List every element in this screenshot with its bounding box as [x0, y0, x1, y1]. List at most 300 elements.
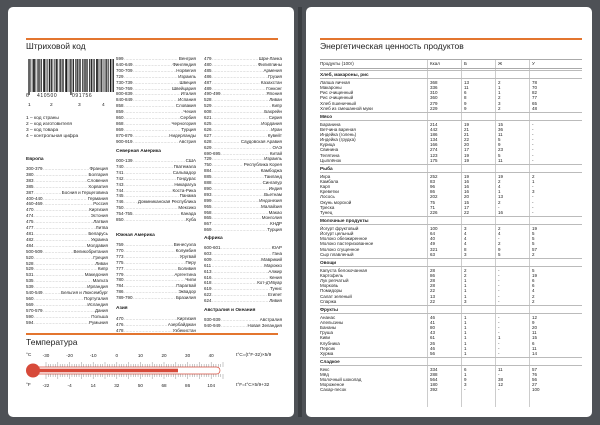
- fahrenheit-value: -22: [42, 383, 50, 388]
- nutrition-value: 11: [532, 345, 537, 351]
- nutrition-value: -: [532, 184, 534, 190]
- nutrition-value: -: [498, 340, 500, 346]
- product-name: Хлеб пшеничный: [320, 100, 357, 106]
- country-name: Киргизия: [177, 316, 196, 321]
- country-code-row: [116, 295, 196, 301]
- nutrition-value: 3: [464, 225, 467, 231]
- nutrition-value: 61: [430, 335, 436, 341]
- barcode-legend-1: 1 – код страны: [26, 116, 59, 121]
- barcode-marker-2: 2: [50, 103, 53, 108]
- country-code: 380: [26, 171, 34, 177]
- country-name: Латвия: [93, 219, 108, 225]
- country-name: Словения: [87, 177, 108, 183]
- nutrition-value: 4: [464, 241, 467, 247]
- country-code: 619: [204, 286, 212, 292]
- country-name: Шри-Ланка: [258, 56, 282, 61]
- country-name: Парагвай: [176, 283, 196, 289]
- nutrition-value: -: [532, 157, 534, 163]
- nutrition-value: -: [498, 278, 500, 284]
- region-oceania-heading: Австралия и Океания: [204, 308, 256, 313]
- country-codes-asia-cont: [204, 56, 282, 233]
- nutrition-value: -: [498, 319, 500, 325]
- country-name: ЮАР: [271, 245, 282, 250]
- country-name: Республика Корея: [243, 162, 282, 168]
- country-name: Австралия: [259, 317, 282, 322]
- country-code: 535: [26, 278, 34, 284]
- nutrition-value: 9: [464, 100, 467, 106]
- product-name: Молоко пастеризованное: [320, 241, 374, 247]
- nutrition-value: 86: [430, 189, 436, 195]
- product-name: Капуста белокочанная: [320, 267, 368, 273]
- barcode-legend-4: 4 – контрольная цифра: [26, 134, 79, 139]
- country-name: Филиппины: [257, 61, 282, 67]
- nutrition-value: 564: [430, 377, 438, 383]
- nutrition-value: 5: [532, 241, 535, 247]
- nutrition-value: 6: [532, 283, 535, 289]
- accent-line: [320, 38, 582, 40]
- nutrition-value: 2: [532, 293, 535, 299]
- nutrition-value: 13: [498, 194, 504, 200]
- nutrition-value: -: [498, 387, 500, 393]
- country-name: Армения: [263, 67, 282, 73]
- celsius-value: 0: [115, 353, 119, 358]
- country-name: Никарагуа: [174, 181, 196, 187]
- country-code: 528: [26, 260, 34, 266]
- nutrition-value: 2: [498, 225, 501, 231]
- product-name: Апельсины: [320, 319, 344, 325]
- country-code: 479: [204, 56, 212, 61]
- country-code: 569: [26, 301, 34, 307]
- country-code: 746: [116, 199, 124, 205]
- country-name: Китай: [269, 150, 282, 156]
- country-code: 893: [204, 191, 212, 197]
- country-code: 789-790: [116, 295, 133, 301]
- nutrition-value: 16: [464, 189, 470, 195]
- nutrition-value: 9: [498, 246, 501, 252]
- country-name: Венгрия: [178, 56, 196, 61]
- country-code: 760-769: [116, 85, 133, 91]
- country-name: Канада: [180, 211, 196, 217]
- country-code: 777: [116, 265, 124, 271]
- nutrition-value: 6: [532, 340, 535, 346]
- nutrition-value: 16: [464, 184, 470, 190]
- dot-leader: [212, 298, 269, 304]
- table-row: [320, 252, 582, 257]
- nutrition-value: 6: [464, 366, 467, 372]
- fahrenheit-value: 32: [114, 383, 120, 388]
- thermometer-icon: [24, 359, 224, 381]
- nutrition-value: -: [532, 194, 534, 200]
- nutrition-value: 19: [464, 157, 470, 163]
- nutrition-value: 19: [464, 152, 470, 158]
- nutrition-value: 2: [498, 105, 501, 111]
- country-name: Кения: [269, 274, 282, 280]
- table-row: [320, 299, 582, 304]
- nutrition-value: 23: [498, 147, 504, 153]
- country-name: Гватемала: [173, 163, 196, 169]
- product-name: Окунь морской: [320, 199, 352, 205]
- dot-leader: [221, 323, 247, 329]
- table-section-heading: Фрукты: [320, 305, 582, 314]
- product-name: Курица: [320, 142, 335, 148]
- fahrenheit-formula: t°F=t°C×5/9+32: [236, 383, 270, 388]
- nutrition-value: 21: [464, 132, 470, 137]
- nutrition-value: 1: [498, 90, 501, 96]
- nutrition-value: 40: [430, 236, 436, 242]
- nutrition-value: 49: [430, 241, 436, 247]
- country-code: 775: [116, 259, 124, 265]
- country-code: 800-839: [116, 91, 133, 97]
- product-name: Хурма: [320, 350, 334, 356]
- celsius-value: -20: [66, 353, 73, 358]
- nutrition-value: -: [532, 199, 534, 205]
- country-name: Черногория: [171, 120, 196, 126]
- nutrition-value: -: [498, 236, 500, 242]
- barcode-title: Штриховой код: [26, 41, 86, 51]
- nutrition-value: -: [532, 147, 534, 153]
- country-code: 940-949: [204, 322, 221, 328]
- product-name: Салат зеленый: [320, 293, 352, 299]
- nutrition-value: 19: [464, 121, 470, 127]
- nutrition-value: 13: [464, 79, 470, 85]
- country-name: Италия: [180, 91, 196, 97]
- country-code: 609: [204, 256, 212, 262]
- nutrition-value: -: [532, 132, 534, 137]
- country-name: Молдавия: [86, 242, 108, 248]
- country-name: Уругвай: [179, 253, 196, 259]
- country-name: Эстония: [90, 213, 108, 219]
- table-row: [320, 387, 582, 392]
- country-code-row: [204, 323, 282, 329]
- nutrition-value: 3: [498, 100, 501, 106]
- country-name: Киргизия: [89, 207, 108, 213]
- nutrition-value: 19: [532, 272, 538, 278]
- country-code: 400-440: [26, 195, 43, 201]
- nutrition-value: 100: [532, 387, 540, 393]
- column-header: Ккал: [430, 61, 440, 66]
- country-code: 750: [204, 162, 212, 168]
- product-name: Клубника: [320, 340, 340, 346]
- country-name: Гонконг: [266, 85, 282, 91]
- nutrition-value: -: [532, 152, 534, 158]
- product-name: Молоко сгущенное: [320, 246, 360, 252]
- country-code: 618: [204, 280, 212, 286]
- fahrenheit-label: °F: [26, 383, 31, 388]
- nutrition-value: -: [498, 288, 500, 294]
- country-name: КНДР: [270, 221, 282, 227]
- country-code: 611: [204, 262, 212, 268]
- nutrition-value: 368: [430, 79, 438, 85]
- nutrition-value: 1: [464, 340, 467, 346]
- country-name: Турция: [181, 126, 196, 132]
- nutrition-value: 392: [430, 387, 438, 393]
- country-name: Бахрейн: [264, 109, 282, 115]
- table-section-heading: Сладкое: [320, 357, 582, 366]
- country-code: 486: [204, 73, 212, 79]
- nutrition-value: -: [532, 121, 534, 127]
- temperature-title: Температура: [26, 337, 78, 347]
- country-name: Малайзия: [261, 203, 282, 209]
- nutrition-value: 1: [498, 189, 501, 195]
- country-name: Израиль: [178, 73, 196, 79]
- nutrition-value: 1: [464, 314, 467, 320]
- country-name: Болгария: [88, 171, 108, 177]
- nutrition-value: 56: [532, 377, 538, 383]
- table-section-heading: Овощи: [320, 258, 582, 267]
- country-name: Колумбия: [175, 247, 196, 253]
- nutrition-value: 123: [430, 152, 438, 158]
- country-name: Швейцария: [171, 85, 196, 91]
- column-header: Б: [464, 61, 467, 66]
- country-code-row: [116, 139, 196, 145]
- product-name: Камбала: [320, 178, 339, 184]
- nutrition-value: 70: [532, 85, 538, 91]
- country-name: Вьетнам: [264, 191, 282, 197]
- country-codes-asia: [116, 316, 196, 334]
- celsius-value: -30: [42, 353, 50, 358]
- country-code: 600-601: [204, 245, 221, 250]
- country-name: Панама: [179, 193, 196, 199]
- nutrition-value: -: [498, 350, 500, 356]
- product-name: Икра: [320, 173, 331, 179]
- country-name: Словакия: [175, 103, 196, 109]
- barcode-image: [26, 59, 114, 109]
- nutrition-value: 4: [464, 236, 467, 242]
- country-code: 745: [116, 193, 124, 199]
- country-name: Франция: [89, 166, 108, 171]
- celsius-formula: t°C=(t°F-32)×5/9: [236, 353, 272, 358]
- nutrition-value: 1: [464, 335, 467, 341]
- nutrition-value: -: [532, 137, 534, 143]
- country-code: 529: [204, 103, 212, 109]
- nutrition-value: 12: [498, 382, 504, 388]
- country-code-row: [116, 217, 196, 223]
- country-name: Нидерланды: [169, 132, 196, 138]
- country-name: Ливан: [269, 97, 282, 103]
- right-page: [306, 7, 592, 417]
- nutrition-value: 9: [498, 142, 501, 148]
- country-code: 599: [116, 56, 124, 61]
- country-codes-europe: [26, 166, 108, 325]
- nutrition-value: 2: [532, 251, 535, 257]
- nutrition-value: 6: [464, 90, 467, 96]
- nutrition-value: 11: [498, 366, 503, 372]
- country-code: 754-755: [116, 211, 133, 217]
- nutrition-value: 1: [464, 288, 467, 294]
- country-code: 888: [204, 180, 212, 186]
- country-code: 613: [204, 268, 212, 274]
- nutrition-value: 28: [430, 267, 436, 273]
- nutrition-value: 20: [464, 142, 470, 148]
- product-name: Сыр плавленый: [320, 251, 354, 257]
- product-name: Баранина: [320, 121, 341, 127]
- country-code: 539: [26, 284, 34, 290]
- country-name: Египет: [267, 292, 282, 298]
- country-name: Иран: [271, 126, 282, 132]
- country-name: Ливан: [95, 260, 108, 266]
- product-name: Йогурт фруктовый: [320, 225, 359, 231]
- country-name: Беларусь: [88, 230, 108, 236]
- country-code: 460-469: [26, 201, 43, 207]
- nutrition-value: 1: [464, 350, 467, 356]
- country-name: Тунис: [270, 286, 282, 292]
- country-name: Грузия: [268, 73, 282, 79]
- country-name: Камбоджа: [260, 168, 282, 174]
- country-code: 867: [204, 221, 212, 227]
- country-code: 470: [26, 207, 34, 213]
- nutrition-value: 15: [498, 121, 504, 127]
- nutrition-value: 77: [532, 95, 538, 101]
- country-name: Гана: [272, 250, 282, 256]
- nutrition-value: 214: [430, 121, 438, 127]
- country-code: 859: [116, 109, 124, 115]
- nutrition-value: 46: [430, 345, 436, 351]
- nutrition-value: 186: [430, 132, 438, 137]
- country-name: Польша: [91, 313, 108, 319]
- dot-leader: [133, 139, 178, 145]
- nutrition-table: [320, 59, 582, 393]
- country-code: 300-379: [26, 166, 43, 171]
- country-code: 570-579: [26, 307, 43, 313]
- country-name: Маврикий: [261, 256, 282, 262]
- country-name: Португалия: [83, 295, 108, 301]
- country-name: Дания: [95, 307, 108, 313]
- product-name: Киви: [320, 335, 331, 341]
- country-name: Кувейт: [267, 132, 282, 138]
- country-code: 560: [26, 295, 34, 301]
- country-code: 387: [26, 189, 34, 195]
- fahrenheit-value: 68: [161, 383, 167, 388]
- nutrition-value: -: [498, 283, 500, 289]
- nutrition-value: 83: [430, 178, 436, 184]
- country-code: 528: [204, 97, 212, 103]
- nutrition-value: 5: [532, 267, 535, 273]
- country-name: Перу: [185, 259, 196, 265]
- country-name: Новая Зеландия: [247, 322, 282, 328]
- barcode-marker-1: 1: [28, 103, 31, 108]
- region-north-america-heading: Северная Америка: [116, 149, 161, 154]
- column-header: Продукты (100г): [320, 61, 354, 66]
- product-name: Груша: [320, 330, 333, 336]
- nutrition-value: 57: [532, 246, 538, 252]
- nutrition-value: 100: [430, 225, 438, 231]
- nutrition-value: -: [464, 387, 466, 393]
- country-code: 490-499: [204, 91, 221, 97]
- country-name: Румыния: [89, 319, 108, 325]
- country-name: Узбекистан: [172, 327, 196, 333]
- region-europe-heading: Европа: [26, 157, 44, 162]
- nutrition-value: 2: [498, 178, 501, 184]
- country-name: Австрия: [178, 138, 196, 144]
- nutrition-title: Энергетическая ценность продуктов: [320, 41, 464, 51]
- country-code: 640-649: [116, 61, 133, 67]
- country-name: Куба: [186, 217, 196, 223]
- country-codes-europe-cont: [116, 56, 196, 145]
- country-code: 885: [204, 174, 212, 180]
- country-code: 729: [116, 73, 124, 79]
- country-name: Хорватия: [88, 183, 108, 189]
- country-code: 870-879: [116, 132, 133, 138]
- nutrition-value: 65: [532, 100, 538, 106]
- nutrition-value: 38: [498, 377, 504, 383]
- nutrition-value: 1: [464, 345, 467, 351]
- product-name: Ананас: [320, 314, 336, 320]
- barcode-digit-1: 6: [26, 93, 29, 99]
- country-code: 750: [116, 205, 124, 211]
- nutrition-value: 202: [430, 194, 438, 200]
- celsius-value: 10: [137, 353, 143, 358]
- country-codes-oceania: [204, 317, 282, 329]
- nutrition-value: 8: [464, 246, 467, 252]
- nutrition-value: 86: [430, 272, 436, 278]
- nutrition-value: 2: [498, 79, 501, 85]
- dot-leader: [212, 227, 267, 233]
- country-code: 500-509: [26, 248, 43, 254]
- nutrition-value: 27: [532, 382, 538, 388]
- nutrition-value: 20: [464, 194, 470, 200]
- nutrition-value: 3: [464, 298, 467, 304]
- nutrition-value: 1: [464, 330, 467, 336]
- nutrition-value: -: [498, 325, 500, 331]
- country-code: 474: [26, 213, 34, 219]
- country-name: Литва: [95, 225, 108, 231]
- nutrition-value: 22: [464, 209, 470, 215]
- country-codes-south-america: [116, 242, 196, 301]
- nutrition-value: 57: [532, 366, 538, 372]
- country-name: Норвегия: [176, 67, 196, 73]
- product-name: Мёд: [320, 372, 329, 377]
- product-name: Мороженое: [320, 382, 345, 388]
- country-code: 629: [204, 144, 212, 150]
- country-code: 485: [204, 67, 212, 73]
- country-code: 477: [26, 225, 34, 231]
- nutrition-value: 252: [430, 173, 438, 179]
- region-africa-heading: Африка: [204, 236, 223, 241]
- nutrition-value: 5: [498, 251, 501, 257]
- country-name: Финляндия: [172, 61, 196, 67]
- nutrition-value: 1: [498, 85, 501, 91]
- nutrition-value: 1: [464, 319, 467, 325]
- country-name: Япония: [266, 91, 282, 97]
- product-name: Макароны: [320, 85, 342, 91]
- nutrition-value: 1: [498, 335, 501, 341]
- nutrition-value: -: [532, 209, 534, 215]
- spine: [298, 7, 302, 417]
- nutrition-value: 64: [430, 231, 436, 237]
- nutrition-value: 2: [498, 95, 501, 101]
- nutrition-value: 288: [430, 372, 438, 377]
- country-name: Сербия: [180, 115, 196, 121]
- country-code-row: [204, 298, 282, 304]
- nutrition-value: 28: [430, 283, 436, 289]
- product-name: Рис очищенный: [320, 95, 354, 101]
- nutrition-value: 2: [532, 173, 535, 179]
- nutrition-value: 13: [430, 293, 436, 299]
- column-header: У: [532, 61, 535, 66]
- nutrition-value: 21: [464, 126, 470, 132]
- product-name: Карп: [320, 184, 331, 190]
- country-name: Чехия: [183, 109, 196, 115]
- country-code: 930-939: [204, 317, 221, 322]
- country-code-row: [26, 320, 108, 326]
- product-name: Ветчина вареная: [320, 126, 356, 132]
- country-name: Македония: [84, 272, 108, 278]
- country-name: Босния и Герцеговина: [61, 189, 108, 195]
- nutrition-value: 5: [532, 236, 535, 242]
- nutrition-value: 22: [430, 288, 436, 294]
- barcode-digits-2: 410500: [37, 93, 58, 99]
- country-code: 900-919: [116, 138, 133, 144]
